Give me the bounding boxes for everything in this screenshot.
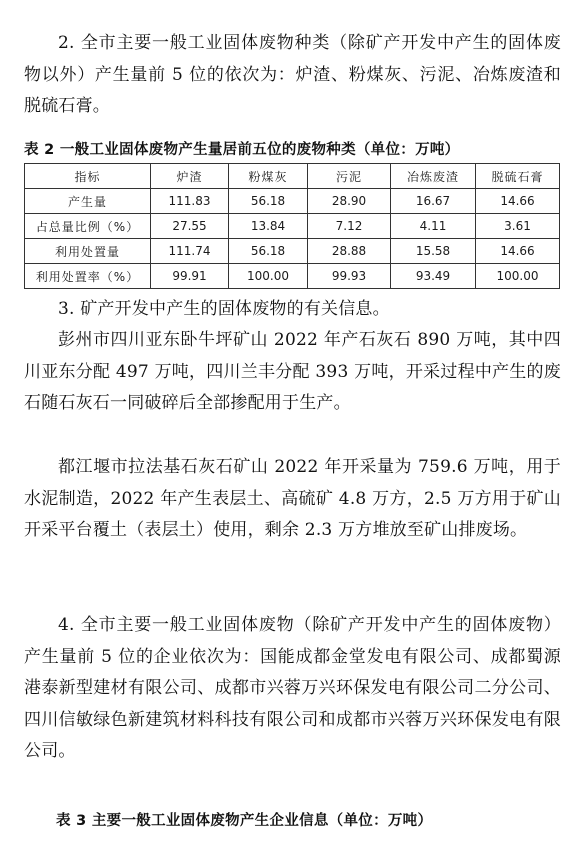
column-header-sludge: 污泥 [308, 164, 391, 189]
table-2-caption: 表 2 一般工业固体废物产生量居前五位的废物种类（单位：万吨） [24, 142, 460, 158]
table-cell: 7.12 [308, 214, 391, 239]
table-cell: 111.74 [151, 239, 229, 264]
row-label: 利用处置率（%） [25, 264, 151, 289]
table-cell: 99.91 [151, 264, 229, 289]
row-label: 利用处置量 [25, 239, 151, 264]
column-header-indicator: 指标 [25, 164, 151, 189]
table-3-caption: 表 3 主要一般工业固体废物产生企业信息（单位：万吨） [56, 813, 433, 829]
table-cell: 93.49 [391, 264, 476, 289]
table-row [25, 264, 560, 289]
table-row [25, 189, 560, 214]
table-cell: 100.00 [229, 264, 308, 289]
table-2 [24, 163, 560, 289]
column-header-fly-ash: 粉煤灰 [229, 164, 308, 189]
table-cell: 111.83 [151, 189, 229, 214]
paragraph-pengzhou-mine: 彭州市四川亚东卧牛坪矿山 2022 年产石灰石 890 万吨，其中四川亚东分配 497 万吨，四川兰丰分配 393 万吨，开采过程中产生的废石随石灰石一同破碎后全部掺配用于生产。 [24, 330, 561, 413]
row-label: 占总量比例（%） [25, 214, 151, 239]
table-cell: 3.61 [476, 214, 560, 239]
table-cell: 14.66 [476, 239, 560, 264]
table-cell: 99.93 [308, 264, 391, 289]
table-cell: 56.18 [229, 189, 308, 214]
paragraph-dujiangyan-mine: 都江堰市拉法基石灰石矿山 2022 年开采量为 759.6 万吨，用于水泥制造，2022 年产生表层土、高硫矿 4.8 万方，2.5 万方用于矿山开采平台覆土（表层土）使用，剩余 2.3 万方堆放至矿山排废场。 [24, 457, 561, 540]
table-cell: 56.18 [229, 239, 308, 264]
row-label: 产生量 [25, 189, 151, 214]
table-cell: 28.88 [308, 239, 391, 264]
column-header-smelting-slag: 冶炼废渣 [391, 164, 476, 189]
table-cell: 28.90 [308, 189, 391, 214]
paragraph-item-3: 3. 矿产开发中产生的固体废物的有关信息。 [58, 299, 390, 319]
table-cell: 27.55 [151, 214, 229, 239]
column-header-desulfurization-gypsum: 脱硫石膏 [476, 164, 560, 189]
table-cell: 13.84 [229, 214, 308, 239]
paragraph-item-2: 2. 全市主要一般工业固体废物种类（除矿产开发中产生的固体废物以外）产生量前 5 位的依次为：炉渣、粉煤灰、污泥、冶炼废渣和脱硫石膏。 [24, 33, 561, 116]
table-cell: 100.00 [476, 264, 560, 289]
table-cell: 16.67 [391, 189, 476, 214]
table-cell: 15.58 [391, 239, 476, 264]
table-header-row [25, 164, 560, 189]
table-row [25, 214, 560, 239]
column-header-slag: 炉渣 [151, 164, 229, 189]
paragraph-item-4: 4. 全市主要一般工业固体废物（除矿产开发中产生的固体废物）产生量前 5 位的企业依次为：国能成都金堂发电有限公司、成都蜀源港泰新型建材有限公司、成都市兴蓉万兴环保发电有限公司二分公司、四川信敏绿色新建筑材料科技有限公司和成都市兴蓉万兴环保发电有限公司。 [24, 615, 561, 761]
table-cell: 4.11 [391, 214, 476, 239]
table-row [25, 239, 560, 264]
table-cell: 14.66 [476, 189, 560, 214]
